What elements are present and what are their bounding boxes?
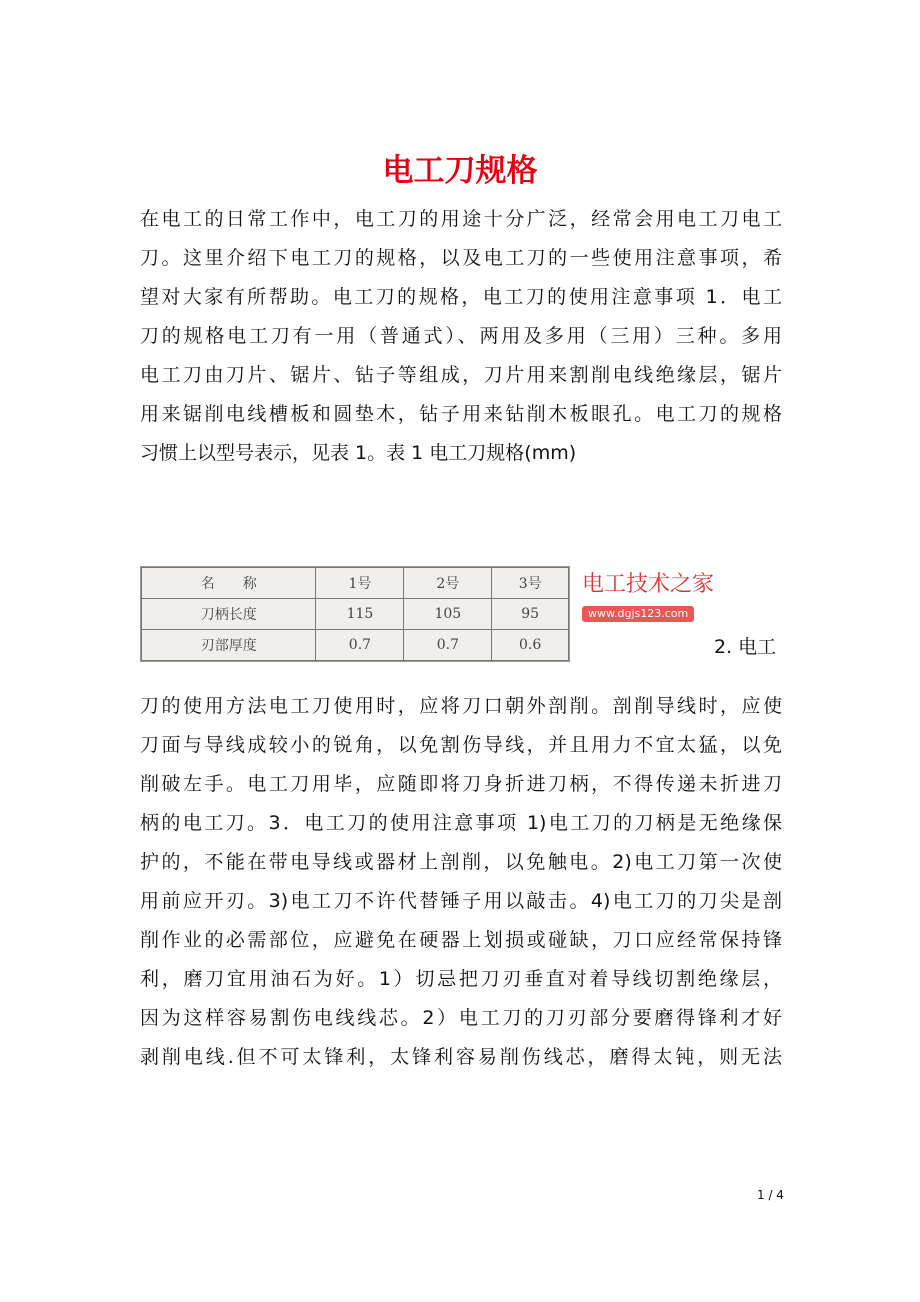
table-header-row: [142, 568, 569, 599]
watermark-logo: 电工技术之家: [582, 572, 715, 597]
text-line: 在电工的日常工作中，电工刀的用途十分广泛，经常会用电工刀电工: [140, 208, 782, 230]
text-line: 削破左手。电工刀用毕，应随即将刀身折进刀柄，不得传递未折进刀: [140, 773, 782, 795]
text-line: 刀的使用方法电工刀使用时，应将刀口朝外剖削。剖削导线时，应使: [140, 695, 782, 717]
table-cell: 刀柄长度: [142, 599, 316, 630]
text-line: 刀的规格电工刀有一用（普通式）、两用及多用（三用）三种。多用: [140, 325, 782, 347]
text-line: 削作业的必需部位，应避免在硬器上划损或碰缺，刀口应经常保持锋: [140, 929, 782, 951]
text-line: 因为这样容易割伤电线线芯。2）电工刀的刀刃部分要磨得锋利才好: [140, 1007, 782, 1029]
text-line: 剥削电线.但不可太锋利，太锋利容易削伤线芯，磨得太钝，则无法: [140, 1046, 782, 1068]
paragraph-usage: [140, 687, 782, 1077]
table-row: [142, 630, 569, 661]
table-cell: 105: [404, 599, 492, 630]
text-line: 用来锯削电线槽板和圆垫木，钻子用来钻削木板眼孔。电工刀的规格: [140, 403, 782, 425]
text-line: 刀面与导线成较小的锐角，以免割伤导线，并且用力不宜太猛，以免: [140, 734, 782, 756]
table-cell: 0.7: [316, 630, 404, 661]
spec-table-image: [140, 566, 570, 662]
text-line: 柄的电工刀。3．电工刀的使用注意事项 1)电工刀的刀柄是无绝缘保: [140, 812, 782, 834]
text-line: 护的，不能在带电导线或器材上剖削，以免触电。2)电工刀第一次使: [140, 851, 782, 873]
table-row: [142, 599, 569, 630]
table-header: 2号: [404, 568, 492, 599]
document-title: 电工刀规格: [382, 153, 538, 189]
table-header: 3号: [492, 568, 569, 599]
text-line: 利，磨刀宜用油石为好。1）切忌把刀刃垂直对着导线切割绝缘层，: [140, 968, 782, 990]
text-line: 刀。这里介绍下电工刀的规格，以及电工刀的一些使用注意事项，希: [140, 247, 782, 269]
table-header: 1号: [316, 568, 404, 599]
text-line: 2. 电工: [714, 636, 777, 658]
table-header: 名 称: [142, 568, 316, 599]
text-line: 习惯上以型号表示，见表 1。表 1 电工刀规格(mm): [140, 442, 577, 464]
table-cell: 115: [316, 599, 404, 630]
paragraph-intro: [140, 200, 782, 473]
watermark-url: www.dgjs123.com: [582, 606, 694, 622]
text-line: 用前应开刃。3)电工刀不许代替锤子用以敲击。4)电工刀的刀尖是剖: [140, 890, 782, 912]
table-cell: 0.6: [492, 630, 569, 661]
table-figure-row: [140, 566, 782, 666]
text-line: 望对大家有所帮助。电工刀的规格，电工刀的使用注意事项 1．电工: [140, 286, 782, 308]
page-number: 1 / 4: [757, 1188, 784, 1202]
table-cell: 0.7: [404, 630, 492, 661]
table-cell: 刃部厚度: [142, 630, 316, 661]
text-line: 电工刀由刀片、锯片、钻子等组成，刀片用来割削电线绝缘层，锯片: [140, 364, 782, 386]
table-cell: 95: [492, 599, 569, 630]
